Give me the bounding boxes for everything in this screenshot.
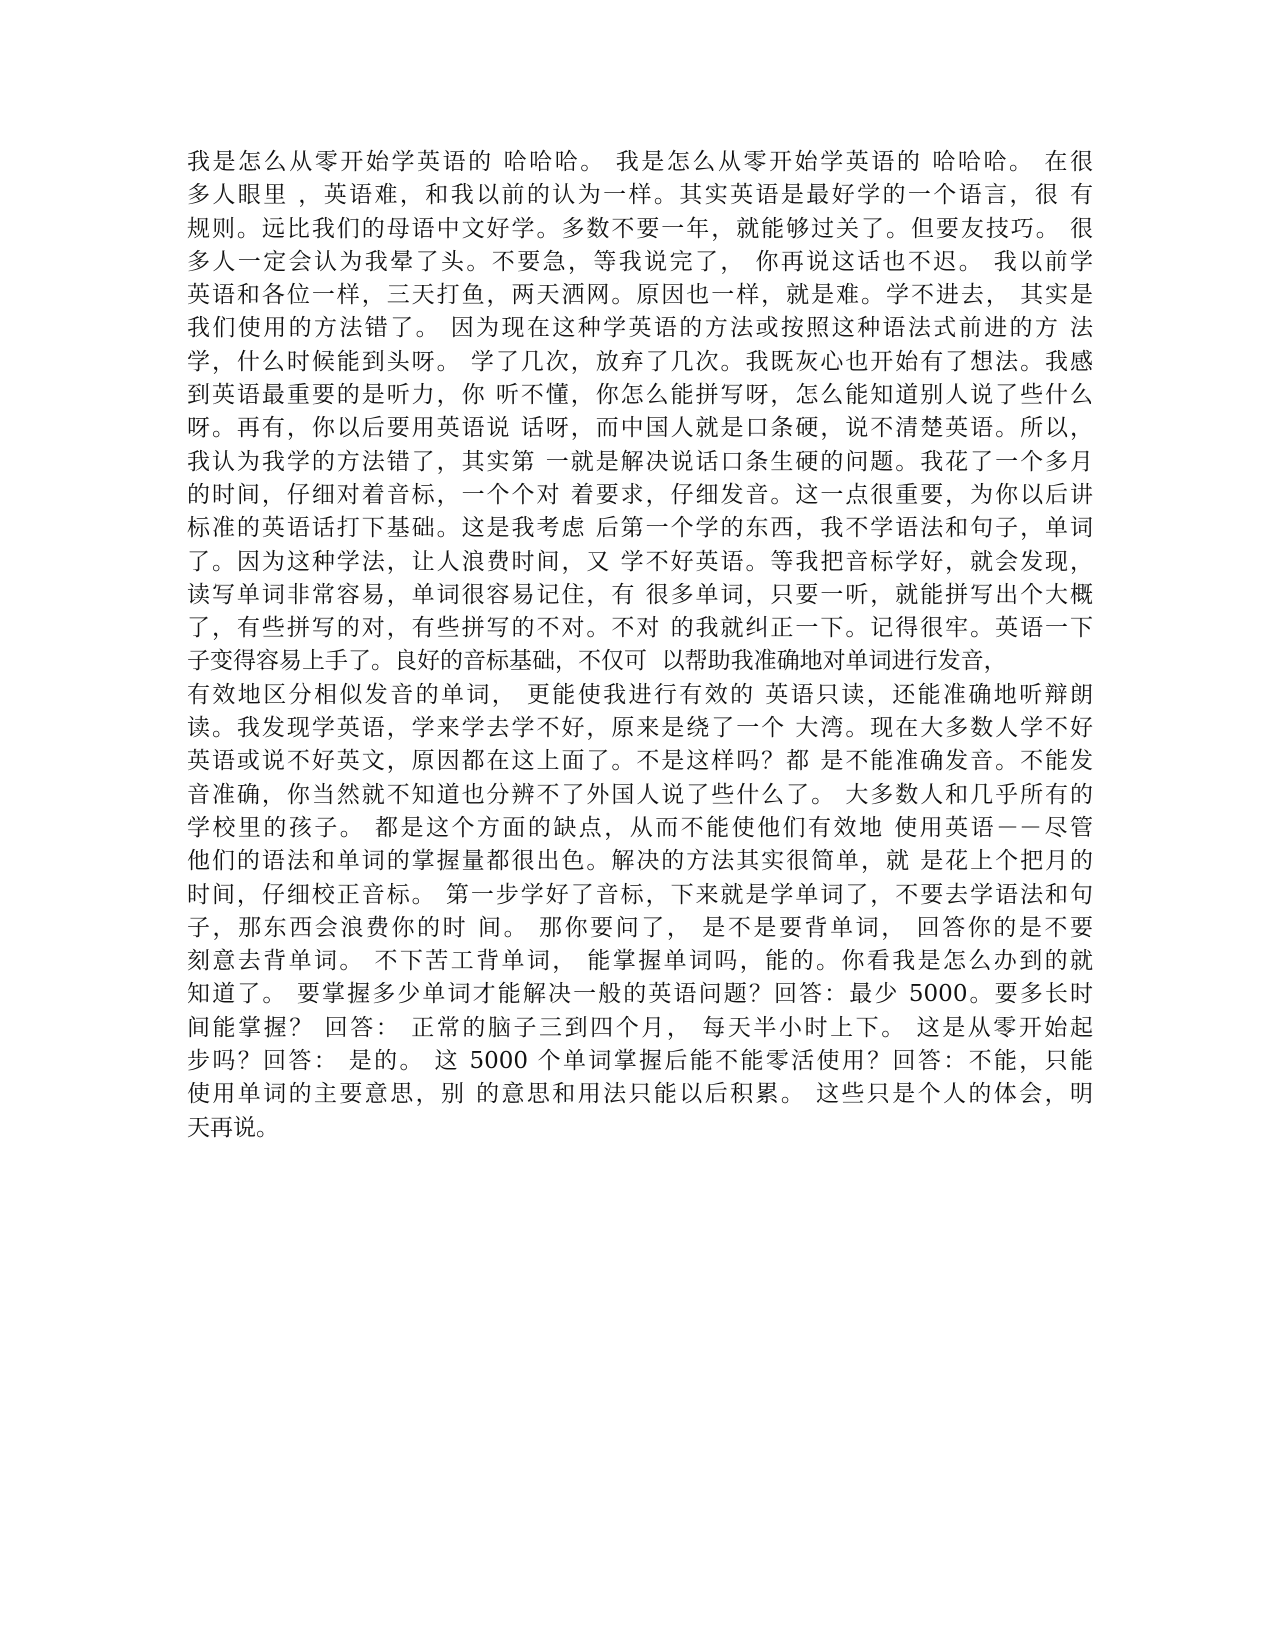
text-line: 呀。再有，你以后要用英语说 话呀，而中国人就是口条硬，说不清楚英语。所以， [187,415,1093,442]
text-line: 到英语最重要的是听力，你 听不懂，你怎么能拼写呀，怎么能知道别人说了些什么 [187,382,1093,409]
text-line: 我认为我学的方法错了，其实第 一就是解决说话口条生硬的问题。我花了一个多月 [187,448,1093,475]
text-line: 天再说。 [187,1114,279,1141]
text-line: 使用单词的主要意思，别 的意思和用法只能以后积累。 这些只是个人的体会，明 [187,1081,1093,1108]
text-line: 步吗？回答： 是的。 这 5000 个单词掌握后能不能零活使用？回答：不能，只能 [187,1048,1093,1075]
text-line: 音准确，你当然就不知道也分辨不了外国人说了些什么了。 大多数人和几乎所有的 [187,781,1093,808]
text-line: 学，什么时候能到头呀。 学了几次，放弃了几次。我既灰心也开始有了想法。我感 [187,348,1093,375]
text-line: 了。因为这种学法，让人浪费时间，又 学不好英语。等我把音标学好，就会发现， [187,548,1093,575]
document-body [187,146,1093,1145]
text-line: 学校里的孩子。 都是这个方面的缺点，从而不能使他们有效地 使用英语－－尽管 [187,814,1093,841]
text-line: 他们的语法和单词的掌握量都很出色。解决的方法其实很简单，就 是花上个把月的 [187,848,1093,875]
text-line: 时间，仔细校正音标。 第一步学好了音标，下来就是学单词了，不要去学语法和句 [187,881,1093,908]
text-line: 规则。远比我们的母语中文好学。多数不要一年，就能够过关了。但要友技巧。 很 [187,215,1093,242]
text-line: 多人一定会认为我晕了头。不要急，等我说完了， 你再说这话也不迟。 我以前学 [187,248,1093,275]
text-line: 我是怎么从零开始学英语的 哈哈哈。 我是怎么从零开始学英语的 哈哈哈。 在很 [187,149,1093,175]
text-line: 我们使用的方法错了。 因为现在这种学英语的方法或按照这种语法式前进的方 法 [187,315,1093,342]
text-line: 了，有些拼写的对，有些拼写的不对。不对 的我就纠正一下。记得很牢。英语一下 [187,615,1093,642]
text-line: 的时间，仔细对着音标，一个个对 着要求，仔细发音。这一点很重要，为你以后讲 [187,481,1093,508]
text-line: 有效地区分相似发音的单词， 更能使我进行有效的 英语只读，还能准确地听辩朗 [187,681,1093,708]
text-line: 间能掌握？ 回答： 正常的脑子三到四个月， 每天半小时上下。 这是从零开始起 [187,1014,1093,1041]
text-line: 读写单词非常容易，单词很容易记住，有 很多单词，只要一听，就能拼写出个大概 [187,581,1093,608]
text-line: 子变得容易上手了。良好的音标基础，不仅可 以帮助我准确地对单词进行发音， [187,648,1007,675]
text-line: 读。我发现学英语，学来学去学不好，原来是绕了一个 大湾。现在大多数人学不好 [187,715,1093,742]
text-line: 子，那东西会浪费你的时 间。 那你要问了， 是不是要背单词， 回答你的是不要 [187,914,1093,941]
text-line: 知道了。 要掌握多少单词才能解决一般的英语问题？回答：最少 5000。要多长时 [187,981,1093,1008]
text-line: 英语和各位一样，三天打鱼，两天洒网。原因也一样，就是难。学不进去， 其实是 [187,282,1093,309]
text-line: 多人眼里 ，英语难，和我以前的认为一样。其实英语是最好学的一个语言，很 有 [187,182,1093,209]
text-line: 英语或说不好英文，原因都在这上面了。不是这样吗？都 是不能准确发音。不能发 [187,748,1093,775]
text-line: 标准的英语话打下基础。这是我考虑 后第一个学的东西，我不学语法和句子，单词 [187,515,1093,542]
text-line: 刻意去背单词。 不下苦工背单词， 能掌握单词吗，能的。你看我是怎么办到的就 [187,948,1093,975]
